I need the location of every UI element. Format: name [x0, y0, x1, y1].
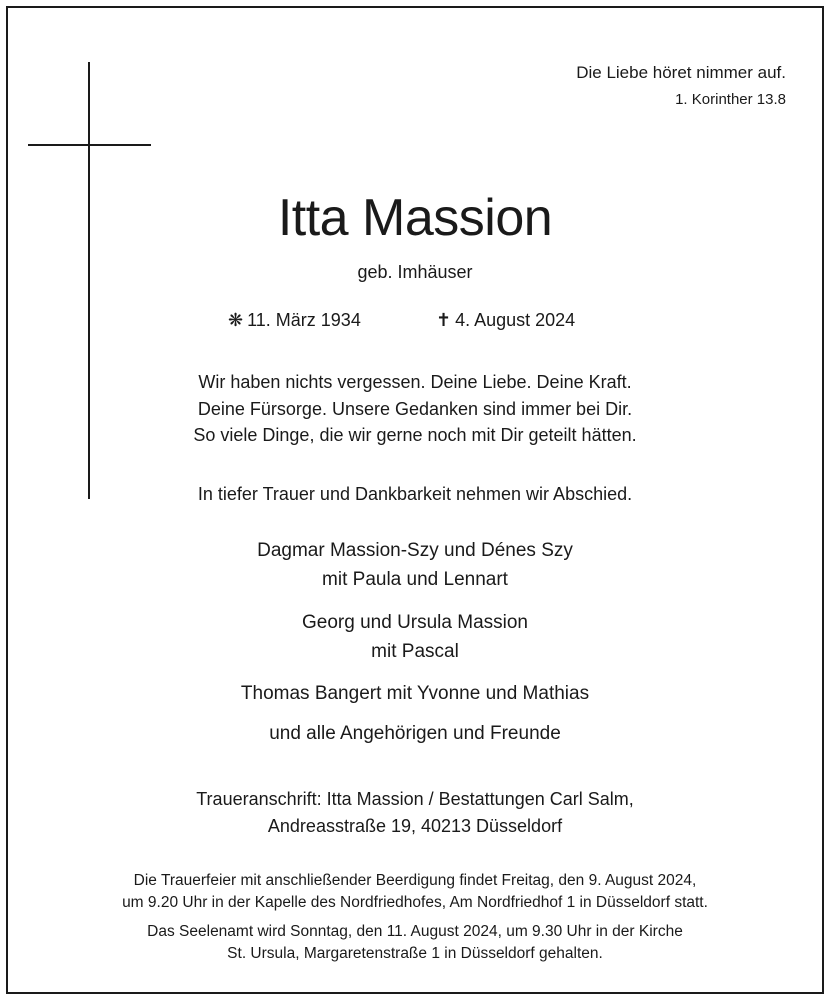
death-cross-icon: ✝ — [436, 310, 452, 330]
bible-quote — [576, 62, 786, 110]
birth-date-group — [228, 308, 361, 332]
mourner-line: mit Pascal — [371, 641, 459, 662]
birth-date: 11. März 1934 — [247, 310, 361, 330]
mourner-line: Dagmar Massion-Szy und Dénes Szy — [257, 540, 573, 561]
mourner-line: Georg und Ursula Massion — [302, 612, 528, 633]
death-date: 4. August 2024 — [455, 310, 576, 330]
mourner-group-1 — [0, 536, 830, 594]
notice-line: Die Trauerfeier mit anschließender Beerdigung findet Freitag, den 9. August 2024, — [133, 872, 697, 889]
farewell-line: In tiefer Trauer und Dankbarkeit nehmen wir Abschied. — [197, 484, 633, 504]
verse-line: So viele Dinge, die wir gerne noch mit Dir geteilt hätten. — [193, 425, 637, 445]
address-line: Andreasstraße 19, 40213 Düsseldorf — [267, 816, 563, 836]
mourner-line: Thomas Bangert mit Yvonne und Mathias — [240, 683, 590, 704]
quote-source: 1. Korinther 13.8 — [675, 91, 786, 108]
quote-text: Die Liebe höret nimmer auf. — [576, 63, 786, 82]
mourner-group-2 — [0, 608, 830, 666]
memorial-verse — [0, 369, 830, 449]
funeral-notice — [0, 870, 830, 913]
mourner-line: mit Paula und Lennart — [322, 569, 508, 590]
notice-line: St. Ursula, Margaretenstraße 1 in Düsseldorf gehalten. — [227, 944, 603, 962]
verse-line: Deine Fürsorge. Unsere Gedanken sind immer bei Dir. — [197, 398, 633, 419]
cross-horizontal-bar — [28, 144, 151, 146]
address-line: Traueranschrift: Itta Massion / Bestattungen Carl Salm, — [196, 789, 634, 809]
verse-line: Wir haben nichts vergessen. Deine Liebe. Deine Kraft. — [198, 372, 632, 392]
mourner-line: und alle Angehörigen und Freunde — [269, 723, 561, 744]
requiem-notice — [0, 921, 830, 964]
notice-line: Das Seelenamt wird Sonntag, den 11. August 2024, um 9.30 Uhr in der Kirche — [147, 923, 683, 940]
notice-line: um 9.20 Uhr in der Kapelle des Nordfriedhofes, Am Nordfriedhof 1 in Düsseldorf statt. — [122, 893, 708, 911]
mourning-address — [0, 786, 830, 840]
birth-star-icon: ❋ — [228, 310, 244, 330]
deceased-name: Itta Massion — [277, 189, 553, 247]
death-date-group — [436, 308, 575, 332]
birth-name: geb. Imhäuser — [357, 262, 473, 282]
